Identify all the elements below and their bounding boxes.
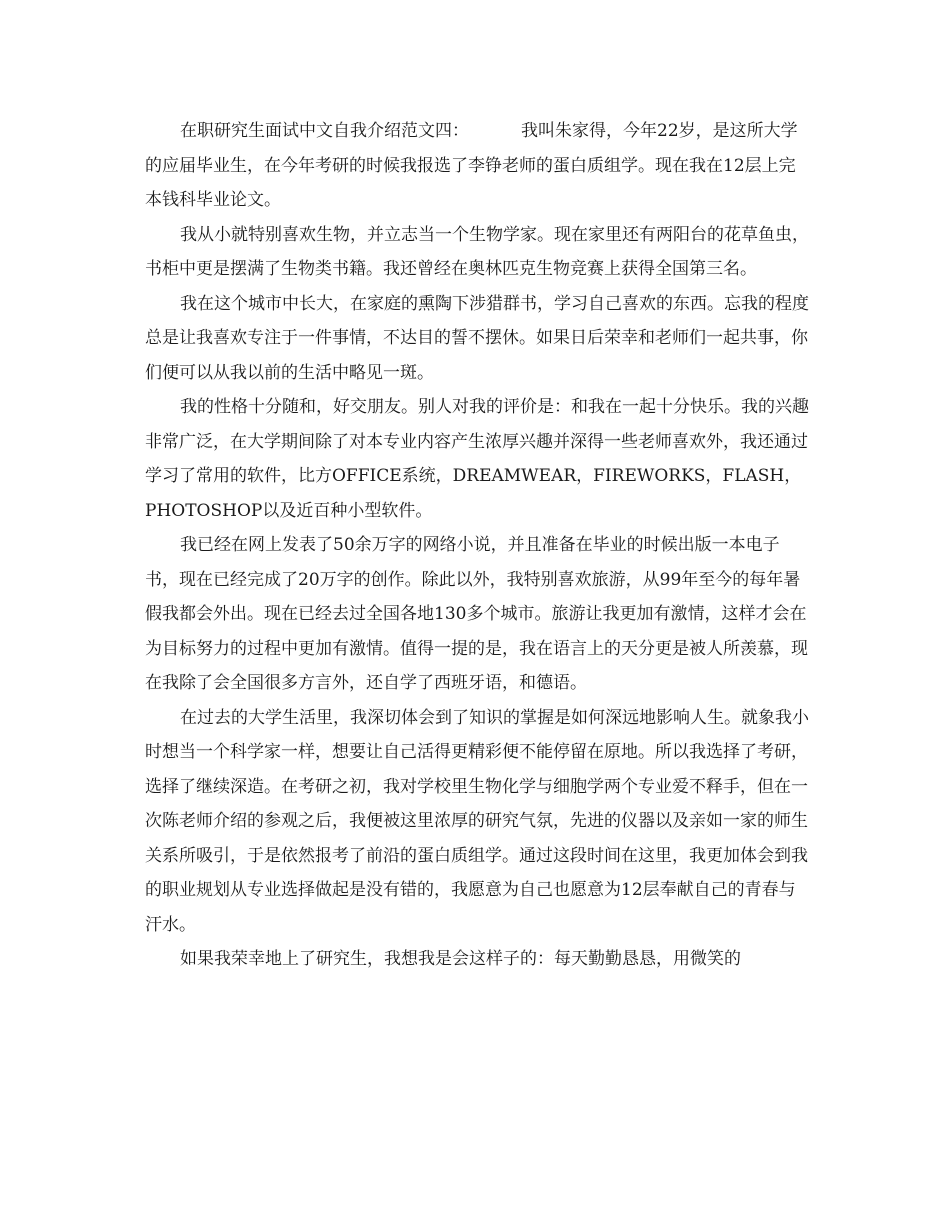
document-title: 在职研究生面试中文自我介绍范文四： xyxy=(180,121,469,141)
paragraph-biology: 我从小就特别喜欢生物，并立志当一个生物学家。现在家里还有两阳台的花草鱼虫，书柜中更是摆满了生物类书籍。我还曾经在奥林匹克生物竞赛上获得全国第三名。 xyxy=(145,224,809,279)
paragraph-future: 如果我荣幸地上了研究生，我想我是会这样子的：每天勤勤恳恳，用微笑的 xyxy=(180,949,741,969)
paragraph-personality: 我的性格十分随和，好交朋友。别人对我的评价是：和我在一起十分快乐。我的兴趣非常广泛，在大学期间除了对本专业内容产生浓厚兴趣并深得一些老师喜欢外，我还通过学习了常用的软件，比方OFFICE系统，DREAMWEAR，FIREWORKS，FLASH，PHOTOSHOP以及近百种小型软件。 xyxy=(145,397,809,521)
document-body xyxy=(145,114,810,977)
paragraph-writing-travel: 我已经在网上发表了50余万字的网络小说，并且准备在毕业的时候出版一本电子书，现在已经完成了20万字的创作。除此以外，我特别喜欢旅游，从99年至今的每年暑假我都会外出。现在已经去过全国各地130多个城市。旅游让我更加有激情，这样才会在为目标努力的过程中更加有激情。值得一提的是，我在语言上的天分更是被人所羡慕，现在我除了会全国很多方言外，还自学了西班牙语，和德语。 xyxy=(145,535,808,693)
paragraph-text: 我叫朱家得，今年22岁，是这所大学的应届毕业生，在今年考研的时候我报选了李铮老师的蛋白质组学。现在我在12层上完本钱科毕业论文。 xyxy=(145,121,798,210)
paragraph-growing-up: 我在这个城市中长大，在家庭的熏陶下涉猎群书，学习自己喜欢的东西。忘我的程度总是让我喜欢专注于一件事情，不达目的誓不摆休。如果日后荣幸和老师们一起共事，你们便可以从我以前的生活中略见一斑。 xyxy=(145,293,809,383)
paragraph-university-life: 在过去的大学生活里，我深切体会到了知识的掌握是如何深远地影响人生。就象我小时想当一个科学家一样，想要让自己活得更精彩便不能停留在原地。所以我选择了考研，选择了继续深造。在考研之初，我对学校里生物化学与细胞学两个专业爱不释手，但在一次陈老师介绍的参观之后，我便被这里浓厚的研究气氛，先进的仪器以及亲如一家的师生关系所吸引，于是依然报考了前沿的蛋白质组学。通过这段时间在这里，我更加体会到我的职业规划从专业选择做起是没有错的，我愿意为自己也愿意为12层奉献自己的青春与汗水。 xyxy=(145,707,809,935)
paragraph-intro xyxy=(145,114,810,218)
